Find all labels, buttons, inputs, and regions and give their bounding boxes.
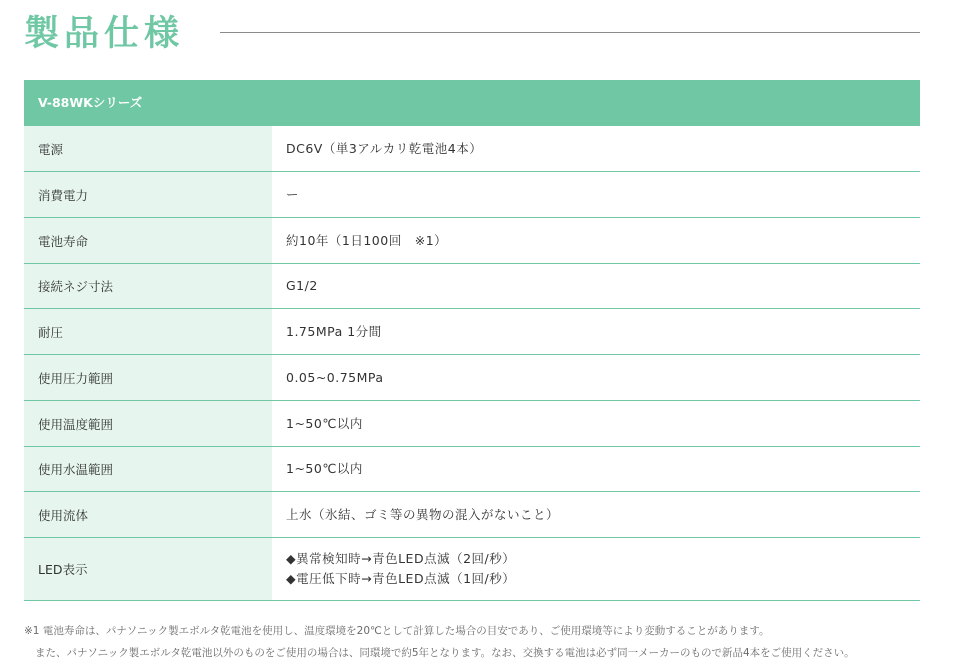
- table-row: [24, 355, 920, 401]
- series-header: V-88WKシリーズ: [24, 80, 920, 126]
- title-divider: [220, 32, 920, 33]
- row-label: 消費電力: [24, 172, 272, 217]
- table-row: [24, 538, 920, 601]
- footnotes: [24, 620, 944, 664]
- row-value: [272, 172, 920, 217]
- footnote-line: ※1 電池寿命は、パナソニック製エボルタ乾電池を使用し、温度環境を20℃として計算した場合の目安であり、ご使用環境等により変動することがあります。: [24, 625, 770, 637]
- row-value: [272, 355, 920, 400]
- row-label: LED表示: [24, 538, 272, 600]
- table-row: [24, 126, 920, 172]
- table-row: [24, 492, 920, 538]
- spec-rows: [24, 126, 920, 601]
- row-value-line: ー: [286, 186, 300, 202]
- table-row: [24, 172, 920, 218]
- row-value: [272, 447, 920, 491]
- table-row: [24, 309, 920, 355]
- row-value: [272, 401, 920, 446]
- footnote-line: また、パナソニック製エボルタ乾電池以外のものをご使用の場合は、同環境で約5年となります。なお、交換する電池は必ず同一メーカーのもので新品4本をご使用ください。: [35, 647, 855, 659]
- row-value: [272, 126, 920, 171]
- row-value-line: DC6V（単3アルカリ乾電池4本）: [286, 140, 483, 156]
- row-value: [272, 538, 920, 600]
- row-label: 使用圧力範囲: [24, 355, 272, 400]
- row-value: [272, 264, 920, 308]
- row-value-line: ◆電圧低下時→青色LED点滅（1回/秒）: [286, 571, 516, 586]
- row-value: [272, 218, 920, 263]
- table-row: [24, 218, 920, 264]
- row-label: 使用温度範囲: [24, 401, 272, 446]
- row-value-line: 1~50℃以内: [286, 461, 363, 476]
- table-row: [24, 401, 920, 447]
- row-label: 電池寿命: [24, 218, 272, 263]
- row-value: [272, 492, 920, 537]
- row-value: [272, 309, 920, 354]
- row-label: 電源: [24, 126, 272, 171]
- row-label: 使用水温範囲: [24, 447, 272, 491]
- row-value-line: 1~50℃以内: [286, 415, 363, 431]
- row-value-line: ◆異常検知時→青色LED点滅（2回/秒）: [286, 551, 516, 566]
- row-value-line: 上水（氷結、ゴミ等の異物の混入がないこと）: [286, 506, 560, 522]
- page-title: 製品仕様: [24, 14, 185, 54]
- row-value-line: 約10年（1日100回 ※1）: [286, 232, 448, 248]
- table-row: [24, 264, 920, 309]
- row-value-line: G1/2: [286, 278, 318, 293]
- row-value-line: 1.75MPa 1分間: [286, 323, 382, 339]
- row-label: 使用流体: [24, 492, 272, 537]
- row-value-line: 0.05~0.75MPa: [286, 369, 384, 385]
- row-label: 耐圧: [24, 309, 272, 354]
- page-header: [24, 12, 920, 60]
- row-label: 接続ネジ寸法: [24, 264, 272, 308]
- spec-table: [24, 80, 920, 601]
- table-row: [24, 447, 920, 492]
